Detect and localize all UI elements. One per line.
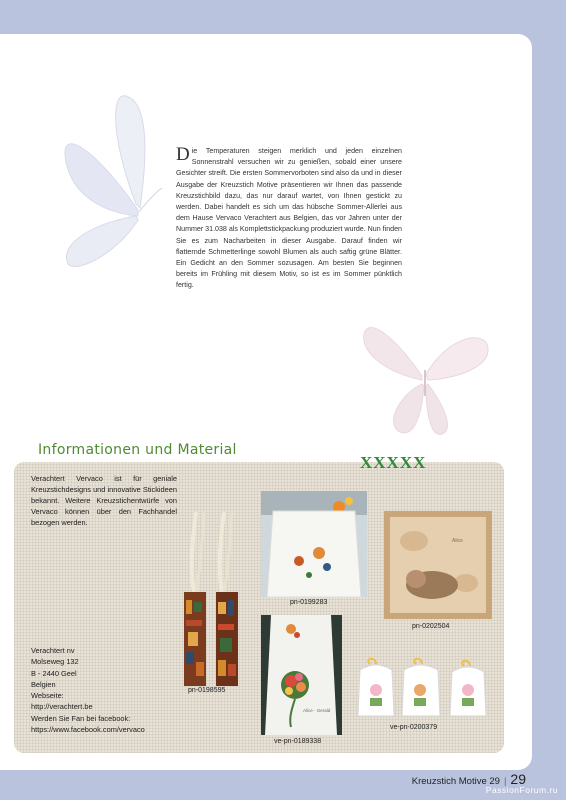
bookmarks-photo — [182, 512, 246, 688]
address-city: B - 2440 Geel — [31, 668, 77, 678]
table-runner-photo — [261, 491, 367, 597]
address-block — [31, 645, 171, 735]
wedding-bouquet-inscription: Alice · Gerald — [303, 708, 331, 713]
facebook-label: Werden Sie Fan bei facebook: — [31, 713, 131, 723]
footer-separator: | — [503, 776, 507, 787]
caption-baby-picture: pn-0202504 — [412, 623, 450, 630]
cross-stitch-mark: XXXXX — [360, 453, 427, 472]
baby-picture-photo — [384, 511, 492, 619]
wedding-bouquet-photo — [261, 615, 342, 735]
address-country: Belgien — [31, 679, 56, 689]
caption-table-runner: pn-0199283 — [290, 599, 328, 606]
caption-sachets: ve-pn-0200379 — [390, 724, 438, 731]
section-title: Informationen und Material — [38, 442, 237, 458]
info-text: Verachtert Vervaco ist für geniale Kreuzstichdesigns und innovative Stickideen bekannt. Weitere Kreuzstichentwürfe von Vervaco können über den Fachhandel bezogen werden. — [31, 474, 177, 528]
caption-bookmarks: pn-0198595 — [188, 687, 226, 694]
website-label: Webseite: — [31, 691, 64, 701]
butterfly-illustration-small — [360, 314, 492, 440]
butterfly-illustration-large — [38, 92, 168, 272]
intro-dropcap: D — [176, 144, 190, 165]
baby-picture-inscription: Alice — [452, 538, 463, 544]
sachets-photo — [356, 656, 496, 720]
watermark: PassionForum.ru — [485, 785, 558, 795]
facebook-link[interactable]: https://www.facebook.com/vervaco — [31, 725, 145, 735]
website-link[interactable]: http://verachtert.be — [31, 702, 93, 712]
address-company: Verachtert nv — [31, 646, 75, 655]
caption-wedding-bouquet: ve-pn-0189338 — [274, 738, 322, 745]
magazine-title: Kreuzstich Motive 29 — [411, 776, 500, 787]
page-number: 29 — [510, 771, 526, 787]
intro-paragraph — [176, 146, 402, 292]
address-street: Molseweg 132 — [31, 657, 79, 667]
intro-text: ie Temperaturen steigen merklich und jeden einzelnen Sonnenstrahl versuchen wir zu genießen, sobald einer unsere Gesichter streift. Die ersten Sommervorboten sind also da und in dieser Ausgabe der Kreuzstich Motive präsentieren wir Ihnen das passende Kreuzstichbild dazu, das nur darauf wartet, von Ihnen gestickt zu werden. Dabei handelt es sich um das hübsche Sommer-Allerlei aus dem Hause Vervaco Verachtert aus Belgien, das vor Jahren unter der Nummer 31.038 als Komplettstickpackung produziert wurde. Nun finden Sie es zum Nacharbeiten in dieser Ausgabe. Darauf finden wir flatternde Schmetterlinge sowohl Blumen als auch saftig grüne Blätter. Ein Gedicht an den Sommer sozusagen. Am besten Sie beginnen bereits im Frühling mit diesem Motiv, so ist es im Sommer pünktlich fertig. — [176, 147, 402, 290]
